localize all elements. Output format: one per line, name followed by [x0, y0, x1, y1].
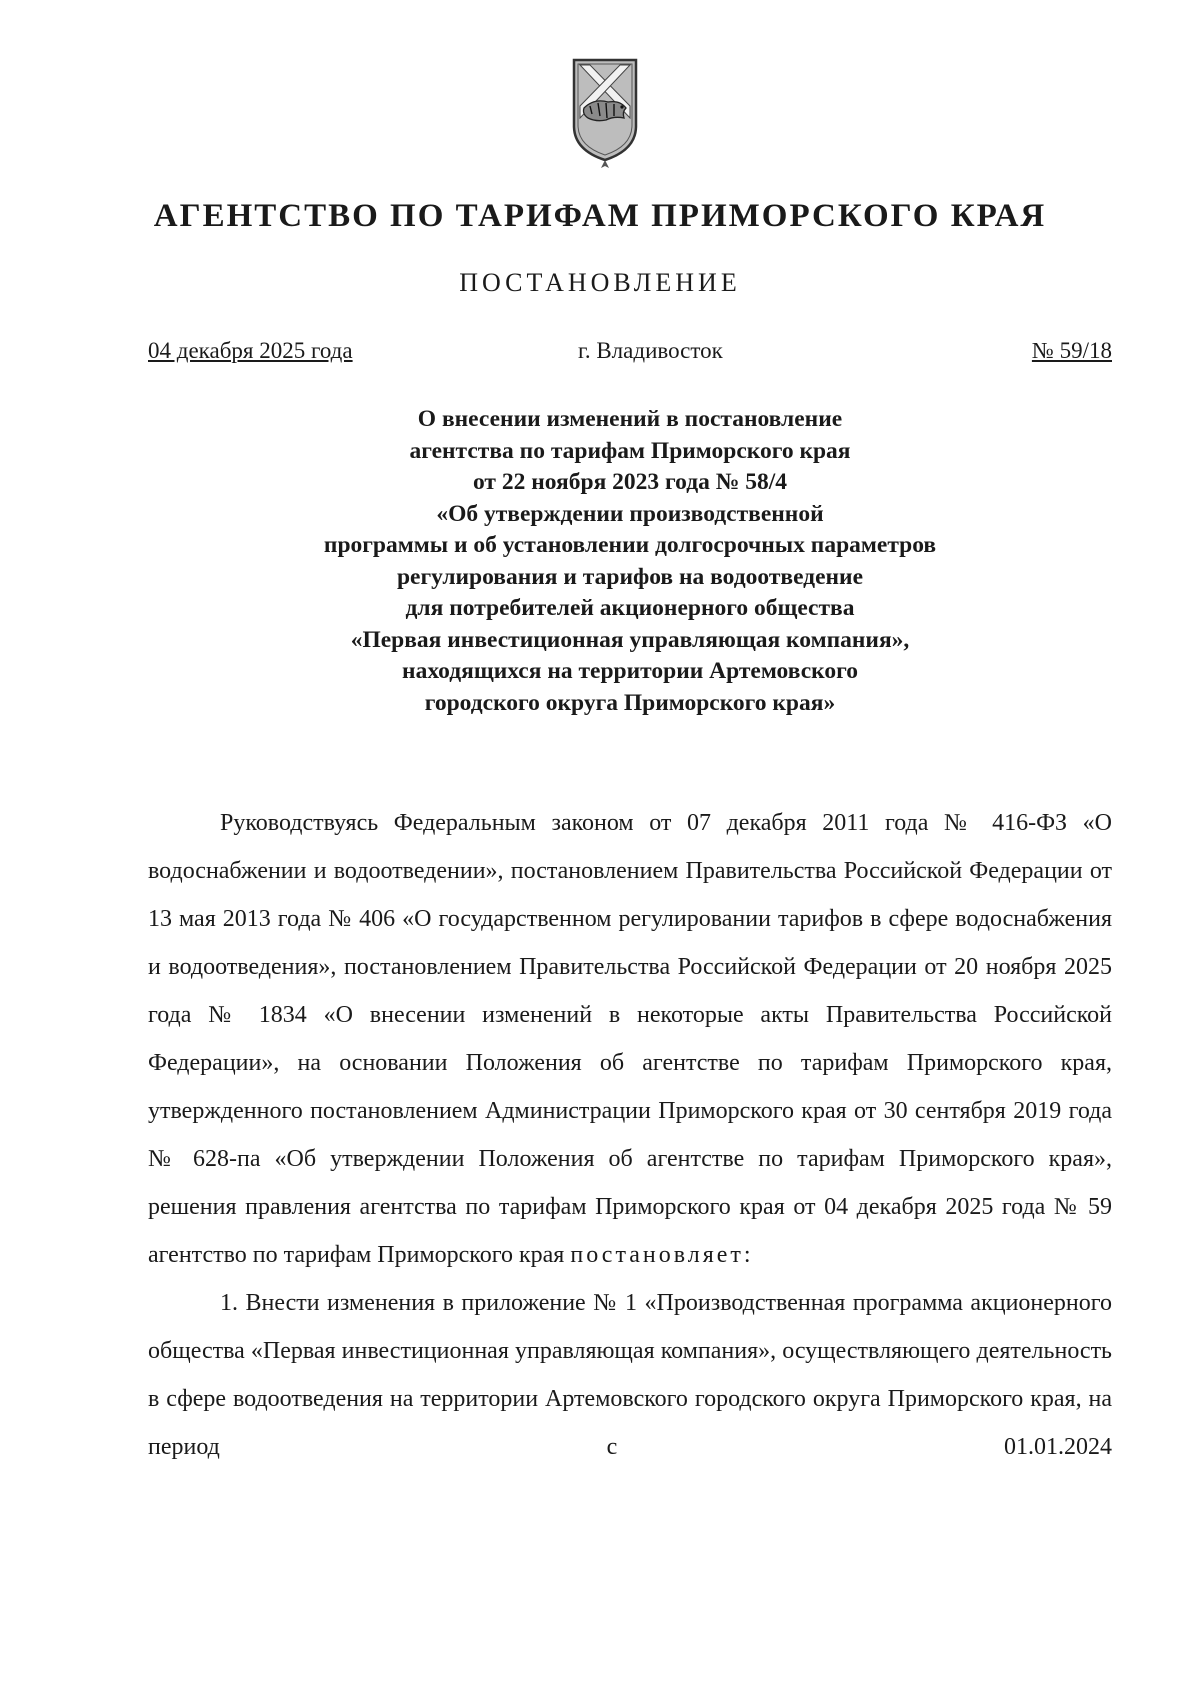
subject-line: находящихся на территории Артемовского	[402, 658, 858, 684]
preamble-text: Руководствуясь Федеральным законом от 07 декабря 2011 года № 416-ФЗ «О водоснабжении и водоотведении», постановлением Правительства Российской Федерации от 13 мая 2013 года № 406 «О государственном регулировании тарифов в сфере водоснабжения и водоотведения», постановлением Правительства Российской Федерации от 20 ноября 2025 года № 1834 «О внесении изменений в некоторые акты Правительства Российской Федерации», на основании Положения об агентстве по тарифам Приморского края, утвержденного постановлением Администрации Приморского края от 30 сентября 2019 года № 628-па «Об утверждении Положения об агентстве по тарифам Приморского края», решения правления агентства по тарифам Приморского края от 04 декабря 2025 года № 59 агентство по тарифам Приморского края	[148, 810, 1112, 1268]
body-paragraph-preamble	[148, 799, 1112, 1279]
document-body	[148, 799, 1112, 1471]
subject-line: «Первая инвестиционная управляющая компания»,	[350, 626, 910, 653]
document-subject	[148, 404, 1112, 719]
coat-of-arms-icon	[570, 56, 640, 172]
subject-line: от 22 ноября 2023 года № 58/4	[472, 469, 787, 495]
subject-line: для потребителей акционерного общества	[405, 595, 855, 621]
preamble-verb: постановляет:	[570, 1242, 754, 1268]
body-paragraph-item-1: 1. Внести изменения в приложение № 1 «Производственная программа акционерного общества «Первая инвестиционная управляющая компания», осуществляющего деятельность в сфере водоотведения на территории Артемовского городского округа Приморского края, на период с 01.01.2024	[148, 1290, 1112, 1460]
subject-line: регулирования и тарифов на водоотведение	[396, 563, 864, 590]
subject-line: программы и об установлении долгосрочных параметров	[323, 532, 937, 558]
subject-line: О внесении изменений в постановление	[417, 406, 843, 432]
document-type: ПОСТАНОВЛЕНИЕ	[459, 268, 741, 297]
subject-line: агентства по тарифам Приморского края	[409, 437, 851, 464]
document-meta-row	[148, 338, 1112, 372]
subject-line: городского округа Приморского края»	[424, 689, 836, 716]
document-date: 04 декабря 2025 года	[148, 338, 353, 363]
agency-title: АГЕНТСТВО ПО ТАРИФАМ ПРИМОРСКОГО КРАЯ	[153, 198, 1047, 234]
subject-line: «Об утверждении производственной	[436, 500, 824, 527]
document-number: № 59/18	[1031, 338, 1112, 363]
document-city: г. Владивосток	[578, 338, 723, 363]
